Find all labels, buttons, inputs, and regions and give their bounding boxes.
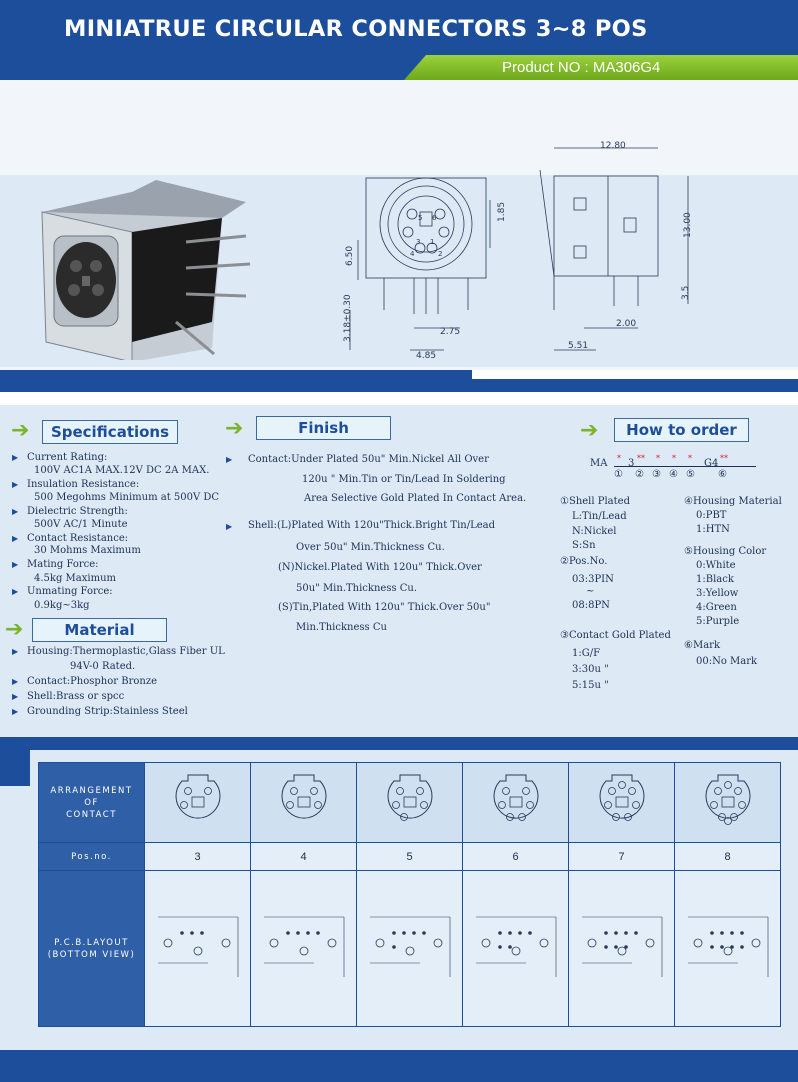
order-option: ③Contact Gold Plated <box>560 630 671 641</box>
dim-3-5: 3.5 <box>681 285 691 300</box>
bullet-icon: ▶ <box>12 677 19 686</box>
dim-12-80: 12.80 <box>600 141 626 151</box>
pcb-layout-icon <box>572 907 672 987</box>
order-code-slot: ** <box>637 454 645 463</box>
pcb-pin-hole <box>286 931 290 935</box>
pcb-pin-hole <box>624 931 628 935</box>
row-header-pos: Pos.no. <box>39 843 145 871</box>
pin-mark <box>618 781 625 788</box>
pcb-pin-hole <box>740 945 744 949</box>
dim-2-75: 2.75 <box>440 327 461 337</box>
pcb-pin-hole <box>508 945 512 949</box>
material-text: Contact:Phosphor Bronze <box>27 676 157 687</box>
table-row <box>39 763 781 843</box>
bullet-icon: ▶ <box>12 587 19 596</box>
pcb-pin-hole <box>402 931 406 935</box>
order-code-part: G4 <box>704 458 719 469</box>
pin-mark <box>628 787 635 794</box>
dim-6-50: 6.50 <box>345 245 355 266</box>
pin-mark <box>714 787 721 794</box>
order-option: 00:No Mark <box>696 656 758 667</box>
order-option: N:Nickel <box>572 526 617 537</box>
pcb-layout-icon <box>466 907 566 987</box>
material-item <box>12 691 227 706</box>
pin-mark <box>184 787 191 794</box>
dim-5-51: 5.51 <box>568 341 589 351</box>
pin-mark <box>502 787 509 794</box>
dim-4-85: 4.85 <box>416 351 437 361</box>
pcb-pin-hole <box>614 931 618 935</box>
row-header-line: CONTACT <box>66 809 117 820</box>
finish-line: Area Selective Gold Plated In Contact Area. <box>304 493 527 504</box>
order-option: 5:Purple <box>696 616 740 627</box>
pin-diagram-icon <box>592 771 652 831</box>
spec-item <box>12 479 227 506</box>
pcb-pin-hole <box>710 931 714 935</box>
pcb-pin-hole <box>730 945 734 949</box>
pcb-mount-hole <box>752 939 760 947</box>
pcb-pin-hole <box>518 931 522 935</box>
pcb-pin-hole <box>200 931 204 935</box>
order-code-slot: ** <box>720 454 728 463</box>
pos-cell: 3 <box>145 843 251 871</box>
order-code-prefix: MA <box>590 458 608 469</box>
spec-value: 4.5kg Maximum <box>34 573 116 584</box>
pcb-layout-icon <box>360 907 460 987</box>
bullet-icon: ▶ <box>226 455 233 464</box>
spec-label: Current Rating: <box>27 452 108 463</box>
spec-label: Insulation Resistance: <box>27 479 140 490</box>
pcb-layout-icon <box>678 907 778 987</box>
material-item <box>12 706 227 721</box>
pcb-pin-hole <box>306 931 310 935</box>
pin-mark <box>416 787 423 794</box>
pcb-mount-hole <box>434 939 442 947</box>
pcb-layout-3 <box>145 871 251 1027</box>
pin-diagram-icon <box>380 771 440 831</box>
contact-diagram-6 <box>463 763 569 843</box>
order-code-num: ② <box>635 469 644 480</box>
order-code-slot: * <box>617 454 621 463</box>
pos-cell: 6 <box>463 843 569 871</box>
order-option: ⑤Housing Color <box>684 546 767 557</box>
pin-diagram-icon <box>274 771 334 831</box>
bullet-icon: ▶ <box>12 480 19 489</box>
pcb-pin-hole <box>422 931 426 935</box>
pcb-pin-hole <box>720 945 724 949</box>
connector-photo <box>36 172 254 360</box>
order-option: ②Pos.No. <box>560 556 608 567</box>
finish-heading: Finish <box>256 416 391 440</box>
pcb-mount-hole <box>512 947 520 955</box>
pcb-pin-hole <box>190 931 194 935</box>
pcb-mount-hole <box>588 939 596 947</box>
pcb-layout-8 <box>675 871 781 1027</box>
order-option: ①Shell Plated <box>560 496 630 507</box>
row-header-line: P.C.B.LAYOUT <box>54 937 129 948</box>
spec-item <box>12 506 227 533</box>
pcb-layout-6 <box>463 871 569 1027</box>
pin-label-1: 1 <box>430 238 435 246</box>
bullet-icon: ▶ <box>12 692 19 701</box>
order-option: ④Housing Material <box>684 496 782 507</box>
spec-value: 30 Mohms Maximum <box>34 545 141 556</box>
pcb-mount-hole <box>376 939 384 947</box>
spec-label: Unmating Force: <box>27 586 113 597</box>
spec-item <box>12 452 227 479</box>
pin-label-2: 2 <box>438 250 443 258</box>
pcb-layout-5 <box>357 871 463 1027</box>
dim-1-85: 1.85 <box>497 201 507 222</box>
pin-arrangement-table <box>38 762 781 1027</box>
pcb-mount-hole <box>406 947 414 955</box>
finish-line: Min.Thickness Cu <box>296 622 387 633</box>
pos-cell: 4 <box>251 843 357 871</box>
pcb-pin-hole <box>604 945 608 949</box>
spec-item <box>12 586 227 613</box>
spec-value: 500V AC/1 Minute <box>34 519 128 530</box>
order-option: ~ <box>586 586 595 597</box>
side-view-drawing <box>528 134 698 366</box>
order-code-slot: * <box>672 454 676 463</box>
finish-block <box>226 454 536 640</box>
spec-item <box>12 533 227 559</box>
finish-line: Shell:(L)Plated With 120u"Thick.Bright Tin/Lead <box>248 520 496 531</box>
pcb-mount-hole <box>694 939 702 947</box>
pin-mark <box>314 801 321 808</box>
order-option: 1:G/F <box>572 648 601 659</box>
pin-mark <box>608 787 615 794</box>
finish-line: (N)Nickel.Plated With 120u" Thick.Over <box>278 562 482 573</box>
front-view-drawing <box>320 160 520 366</box>
pcb-mount-hole <box>300 947 308 955</box>
order-options-right <box>684 496 794 676</box>
how-to-order-heading: How to order <box>614 418 749 442</box>
bullet-icon: ▶ <box>12 647 19 656</box>
pcb-pin-hole <box>498 931 502 935</box>
order-option: S:Sn <box>572 540 596 551</box>
spec-value: 100V AC1A MAX.12V DC 2A MAX. <box>34 465 210 476</box>
pcb-layout-icon <box>148 907 248 987</box>
dim-13-00: 13.00 <box>683 212 693 238</box>
contact-diagram-8 <box>675 763 781 843</box>
pcb-pin-hole <box>624 945 628 949</box>
material-heading: Material <box>32 618 167 642</box>
material-item <box>12 661 227 676</box>
arrow-icon: ➔ <box>11 418 30 443</box>
pin-mark <box>180 801 187 808</box>
contact-diagram-3 <box>145 763 251 843</box>
order-option: 1:HTN <box>696 524 730 535</box>
arrow-icon: ➔ <box>5 617 24 642</box>
specifications-heading: Specifications <box>42 420 178 444</box>
order-option: 4:Green <box>696 602 737 613</box>
material-text: Grounding Strip:Stainless Steel <box>27 706 188 717</box>
order-option: 08:8PN <box>572 600 610 611</box>
pin-mark <box>396 787 403 794</box>
pin-mark <box>526 801 533 808</box>
material-item <box>12 646 227 661</box>
pin-mark <box>290 787 297 794</box>
pcb-pin-hole <box>710 945 714 949</box>
pcb-pin-hole <box>392 931 396 935</box>
product-number: Product NO : MA306G4 <box>502 59 661 76</box>
pcb-mount-hole <box>540 939 548 947</box>
pcb-pin-hole <box>720 931 724 935</box>
pin-mark <box>204 787 211 794</box>
page-title: MINIATRUE CIRCULAR CONNECTORS 3~8 POS <box>64 16 648 42</box>
pin-mark <box>310 787 317 794</box>
pin-mark <box>286 801 293 808</box>
pin-diagram-icon <box>486 771 546 831</box>
pcb-pin-hole <box>634 931 638 935</box>
table-row <box>39 871 781 1027</box>
pin-mark <box>632 801 639 808</box>
order-option: 03:3PIN <box>572 574 614 585</box>
dim-2-00: 2.00 <box>616 319 637 329</box>
order-options-left <box>560 496 690 696</box>
material-list <box>12 646 227 721</box>
material-item <box>12 676 227 691</box>
material-text: Housing:Thermoplastic,Glass Fiber UL <box>27 646 225 657</box>
pos-cell: 8 <box>675 843 781 871</box>
material-text: 94V-0 Rated. <box>70 661 136 672</box>
dim-3-18: 3.18±0.30 <box>343 294 353 342</box>
pcb-layout-icon <box>254 907 354 987</box>
order-code-part: 3 <box>628 458 635 469</box>
spec-label: Dielectric Strength: <box>27 506 128 517</box>
bullet-icon: ▶ <box>12 507 19 516</box>
pcb-mount-hole <box>164 939 172 947</box>
contact-diagram-7 <box>569 763 675 843</box>
spec-item <box>12 559 227 586</box>
spec-value: 0.9kg~3kg <box>34 600 90 611</box>
spec-label: Contact Resistance: <box>27 533 129 544</box>
pos-cell: 5 <box>357 843 463 871</box>
finish-line: Over 50u" Min.Thickness Cu. <box>296 542 445 553</box>
spec-value: 500 Megohms Minimum at 500V DC <box>34 492 220 503</box>
order-option: ⑥Mark <box>684 640 721 651</box>
pos-cell: 7 <box>569 843 675 871</box>
pcb-pin-hole <box>316 931 320 935</box>
pcb-mount-hole <box>646 939 654 947</box>
pcb-pin-hole <box>392 945 396 949</box>
pcb-pin-hole <box>498 945 502 949</box>
finish-line: 50u" Min.Thickness Cu. <box>296 583 418 594</box>
pcb-pin-hole <box>296 931 300 935</box>
pin-mark <box>734 787 741 794</box>
order-option: 0:PBT <box>696 510 727 521</box>
material-text: Shell:Brass or spcc <box>27 691 125 702</box>
pcb-mount-hole <box>482 939 490 947</box>
order-code-num: ⑥ <box>718 469 727 480</box>
row-header-line: ARRANGEMENT <box>50 785 133 796</box>
bullet-icon: ▶ <box>12 534 19 543</box>
pin-mark <box>724 781 731 788</box>
pcb-mount-hole <box>328 939 336 947</box>
footer-bar <box>0 1050 798 1082</box>
contact-diagram-5 <box>357 763 463 843</box>
bullet-icon: ▶ <box>12 453 19 462</box>
specifications-list <box>12 452 227 613</box>
table-row <box>39 843 781 871</box>
order-code <box>590 454 790 484</box>
pin-mark <box>604 801 611 808</box>
divider-gap <box>472 370 798 379</box>
pin-mark <box>738 801 745 808</box>
pcb-pin-hole <box>730 931 734 935</box>
pin-mark <box>392 801 399 808</box>
finish-line: (S)Tin,Plated With 120u" Thick.Over 50u" <box>278 602 491 613</box>
pcb-pin-hole <box>740 931 744 935</box>
row-header-arrangement <box>39 763 145 843</box>
pcb-layout-4 <box>251 871 357 1027</box>
order-code-slot: * <box>656 454 660 463</box>
row-header-line: (BOTTOM VIEW) <box>47 949 136 960</box>
order-option: 3:30u " <box>572 664 609 675</box>
pin-diagram-icon <box>168 771 228 831</box>
order-code-slot: * <box>688 454 692 463</box>
bullet-icon: ▶ <box>12 560 19 569</box>
contact-diagram-4 <box>251 763 357 843</box>
finish-line: Contact:Under Plated 50u" Min.Nickel All Over <box>248 454 489 465</box>
pin-label-5: 5 <box>418 214 423 222</box>
pin-diagram-icon <box>698 771 758 831</box>
pin-label-4: 4 <box>410 250 415 258</box>
pcb-pin-hole <box>508 931 512 935</box>
pcb-pin-hole <box>180 931 184 935</box>
divider-bar <box>0 737 798 750</box>
corner-block <box>0 750 30 786</box>
pin-label-6: 6 <box>432 214 437 222</box>
order-code-num: ④ <box>669 469 678 480</box>
order-code-num: ① <box>614 469 623 480</box>
order-code-num: ⑤ <box>686 469 695 480</box>
bullet-icon: ▶ <box>226 522 233 531</box>
order-option: L:Tin/Lead <box>572 511 627 522</box>
order-code-num: ③ <box>652 469 661 480</box>
order-option: 1:Black <box>696 574 734 585</box>
pcb-layout-7 <box>569 871 675 1027</box>
arrow-icon: ➔ <box>225 416 244 441</box>
pcb-pin-hole <box>412 931 416 935</box>
pcb-pin-hole <box>604 931 608 935</box>
pcb-mount-hole <box>270 939 278 947</box>
pin-label-3: 3 <box>416 238 421 246</box>
pin-mark <box>498 801 505 808</box>
pcb-mount-hole <box>222 939 230 947</box>
row-header-pcb <box>39 871 145 1027</box>
pcb-pin-hole <box>528 931 532 935</box>
pin-mark <box>710 801 717 808</box>
arrow-icon: ➔ <box>580 418 599 443</box>
pcb-pin-hole <box>614 945 618 949</box>
pin-mark <box>420 801 427 808</box>
pcb-mount-hole <box>194 947 202 955</box>
row-header-line: OF <box>84 797 99 808</box>
order-option: 0:White <box>696 560 736 571</box>
order-option: 5:15u " <box>572 680 609 691</box>
pin-mark <box>522 787 529 794</box>
bullet-icon: ▶ <box>12 707 19 716</box>
spec-label: Mating Force: <box>27 559 99 570</box>
finish-line: 120u " Min.Tin or Tin/Lead In Soldering <box>302 474 506 485</box>
order-option: 3:Yellow <box>696 588 739 599</box>
